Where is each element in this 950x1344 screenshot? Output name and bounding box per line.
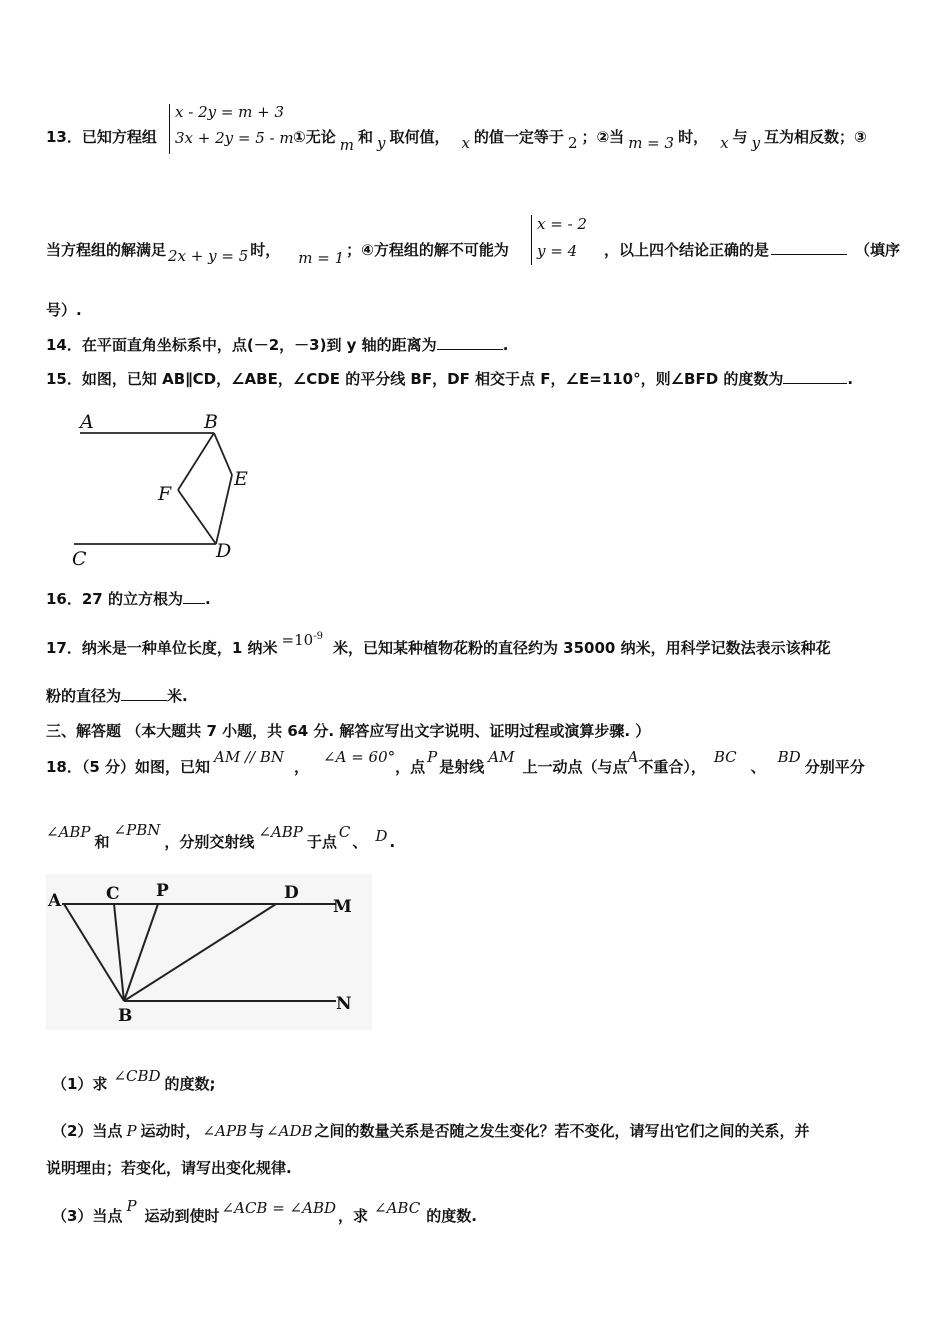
segment-be — [214, 433, 232, 475]
q17-answer-blank[interactable] — [121, 700, 167, 701]
q18-dun: 、 — [750, 758, 766, 776]
solution-y: y = 4 — [537, 242, 578, 260]
q13-he: 和 — [357, 128, 373, 146]
q18-c: 是射线 — [439, 758, 485, 776]
fig-label-m: M — [333, 897, 352, 917]
q18-angle-pbn: ∠PBN — [113, 821, 161, 839]
label-a: A — [80, 411, 94, 433]
q13-c1a: ①无论 — [293, 128, 336, 146]
fig-label-b: B — [118, 1006, 133, 1026]
fig-label-c: C — [106, 884, 120, 904]
m-eq-3: m = 3 — [628, 134, 675, 152]
q18-p2c: 之间的数量关系是否随之发生变化？若不变化，请写出它们之间的关系，并 — [314, 1122, 810, 1140]
q18-p2a: （2）当点 — [52, 1122, 123, 1140]
label-e: E — [234, 468, 248, 490]
q18-line1 — [46, 748, 865, 777]
q15-figure — [60, 405, 260, 575]
q13-line1b — [293, 127, 867, 154]
q17-a: 17．纳米是一种单位长度，1 纳米 — [46, 639, 278, 657]
q18-angle-abc: ∠ABC — [374, 1199, 421, 1217]
q18-point-p: P — [427, 748, 438, 766]
q18-e: 不重合）， — [638, 758, 706, 776]
q18-am-bn: AM // BN — [214, 748, 285, 766]
fig-label-n: N — [336, 994, 352, 1014]
q13-yu: 与 — [732, 128, 748, 146]
q18-he: 和 — [94, 833, 110, 851]
q18-p3-point-p: P — [126, 1197, 137, 1215]
var-x2: x — [720, 134, 729, 152]
q13-number: 13． — [46, 128, 82, 146]
q18-part3 — [52, 1197, 477, 1226]
q13-c2c: 互为相反数；③ — [764, 128, 867, 146]
q18-p3c: ，求 — [338, 1207, 369, 1225]
label-f: F — [158, 483, 172, 505]
q18-p3a: （3）当点 — [52, 1207, 123, 1225]
q18-end: . — [389, 833, 396, 851]
segment-ed — [216, 475, 232, 544]
label-d: D — [216, 540, 232, 562]
q13-tail: ，以上四个结论正确的是 — [604, 241, 770, 259]
q13-c3b: 时， — [250, 241, 281, 259]
q18-p3b: 运动到使时 — [144, 1207, 220, 1225]
q13-c3a: 当方程组的解满足 — [46, 241, 167, 259]
q16-end: . — [204, 590, 211, 608]
q17-eq-base: =10 — [281, 631, 314, 649]
q13-c2a: ；②当 — [581, 128, 625, 146]
q18-p3d: 的度数. — [426, 1207, 477, 1225]
q14-end: . — [502, 336, 509, 354]
label-c: C — [72, 548, 87, 570]
q18-ray-am: AM — [488, 748, 515, 766]
q13-line2 — [46, 240, 509, 267]
q18-angle-abp: ∠ABP — [46, 823, 91, 841]
segment-bf — [178, 433, 214, 490]
equation-2: 3x + 2y = 5 - m — [175, 129, 294, 147]
value-2: 2 — [567, 134, 578, 152]
q18-p1a: （1）求 — [52, 1075, 108, 1093]
q14-text: 14．在平面直角坐标系中，点(－2，－3)到 y 轴的距离为 — [46, 336, 437, 354]
q17-d: 米. — [167, 687, 188, 705]
q18-angle-apb: ∠APB — [202, 1122, 248, 1140]
q13-c4a: ；④方程组的解不可能为 — [346, 241, 509, 259]
q18-part2 — [52, 1121, 810, 1141]
q18-part1 — [52, 1067, 216, 1094]
q18-b: ，点 — [395, 758, 426, 776]
q18-point-c: C — [338, 823, 351, 841]
q13-tail2: （填序 — [855, 241, 901, 259]
q18-p2yu: 与 — [249, 1122, 265, 1140]
q17-line1 — [46, 631, 831, 658]
q13-answer-blank[interactable] — [771, 254, 847, 255]
q16-text: 16．27 的立方根为 — [46, 590, 183, 608]
eq-2x-y-5: 2x + y = 5 — [168, 247, 249, 265]
q18-g: ，分别交射线 — [164, 833, 255, 851]
fig-label-p: P — [156, 881, 169, 901]
q18-f: 分别平分 — [804, 758, 865, 776]
q16-answer-blank[interactable] — [183, 603, 205, 604]
q17-c: 粉的直径为 — [46, 687, 122, 705]
q13-line3: 号）. — [46, 301, 82, 319]
q18-point-a: A — [627, 748, 639, 766]
q18-a: 18．（5 分）如图，已知 — [46, 758, 211, 776]
q13-line2b — [604, 240, 900, 260]
q13-c1b: 取何值， — [389, 128, 450, 146]
var-y: y — [376, 134, 386, 152]
q18-h: 于点 — [306, 833, 337, 851]
q17-eq — [282, 631, 323, 649]
q18-bd: BD — [777, 748, 801, 766]
label-b: B — [204, 411, 218, 433]
section-3-heading: 三、解答题 （本大题共 7 小题，共 64 分. 解答应写出文字说明、证明过程或演算步骤. ） — [46, 722, 651, 740]
q18-dun2: 、 — [352, 833, 368, 851]
q14 — [46, 335, 508, 355]
equation-1: x - 2y = m + 3 — [175, 103, 285, 121]
system-brace-13 — [169, 104, 170, 154]
system-brace-sol — [531, 215, 532, 265]
q18-point-d: D — [375, 827, 388, 845]
q17-exp: -9 — [313, 631, 323, 642]
q18-d: 上一动点（与点 — [522, 758, 628, 776]
q18-angle-abp2: ∠ABP — [258, 823, 303, 841]
q18-p2-point-p: P — [126, 1122, 137, 1140]
q18-bc: BC — [713, 748, 737, 766]
q14-answer-blank[interactable] — [437, 349, 503, 350]
q18-p2b: 运动时， — [140, 1122, 201, 1140]
fig-label-a: A — [48, 891, 62, 911]
q18-figure — [46, 874, 372, 1030]
q18-angle-adb: ∠ADB — [266, 1122, 313, 1140]
var-x: x — [461, 134, 470, 152]
q15-text: 15．如图，已知 AB∥CD，∠ABE，∠CDE 的平分线 BF，DF 相交于点 F，∠E=110°，则∠BFD 的度数为 — [46, 370, 784, 388]
solution-x: x = - 2 — [537, 215, 587, 233]
var-y2: y — [751, 134, 761, 152]
q18-line2 — [46, 821, 396, 852]
var-m: m — [339, 136, 354, 154]
q17-b: 米，已知某种植物花粉的直径约为 35000 纳米，用科学记数法表示该种花 — [332, 639, 831, 657]
figure-bg — [46, 874, 372, 1030]
q17-line2 — [46, 686, 188, 706]
q13-line1 — [46, 127, 157, 147]
q13-prefix: 已知方程组 — [81, 128, 157, 146]
q18-angle-cbd: ∠CBD — [113, 1067, 161, 1085]
q16 — [46, 589, 211, 609]
q15-end: . — [847, 370, 854, 388]
q18-angle-a: ∠A = 60° — [323, 748, 396, 766]
m-eq-1: m = 1 — [298, 249, 345, 267]
q18-comma: ， — [294, 758, 310, 776]
fig-label-d: D — [284, 883, 299, 903]
q13-c2b: 时， — [678, 128, 709, 146]
q13-c1c: 的值一定等于 — [473, 128, 564, 146]
q15 — [46, 369, 853, 389]
q18-part2-line2: 说明理由；若变化，请写出变化规律. — [46, 1159, 292, 1177]
q18-acb-abd: ∠ACB = ∠ABD — [221, 1199, 337, 1217]
q18-p1b: 的度数; — [164, 1075, 216, 1093]
q15-answer-blank[interactable] — [783, 383, 847, 384]
segment-fd — [178, 490, 216, 544]
